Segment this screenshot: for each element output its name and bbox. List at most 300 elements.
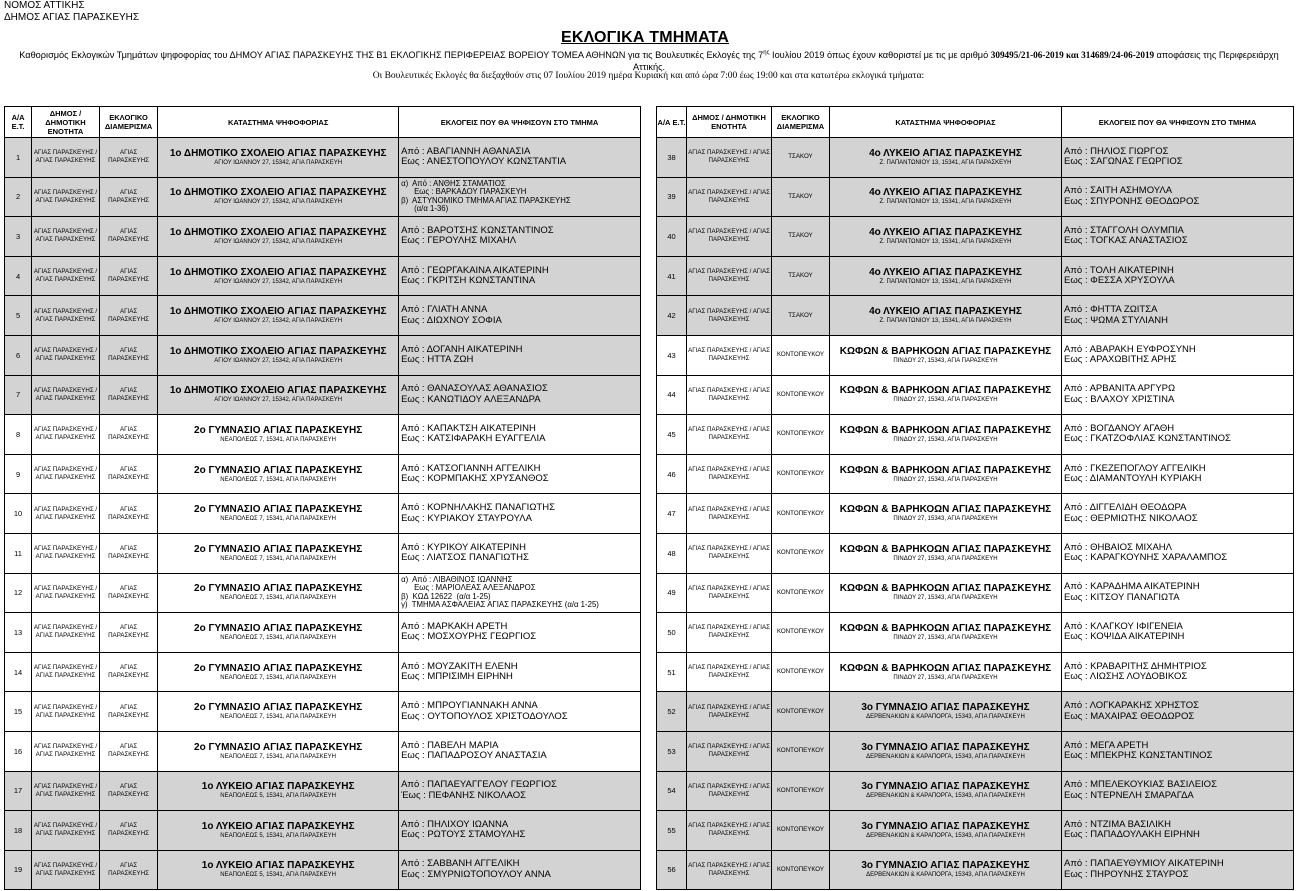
voters-range-line: β) ΚΩΔ 12622 (α/α 1-25) [401, 591, 491, 601]
voters-range-line: Εως : ΑΡΑΧΩΒΙΤΗΣ ΑΡΗΣ [1064, 354, 1177, 366]
municipality-cell: ΑΓΙΑΣ ΠΑΡΑΣΚΕΥΗΣ / ΑΓΙΑΣ ΠΑΡΑΣΚΕΥΗΣ [687, 335, 772, 375]
district-cell: ΤΣΑΚΟΥ [772, 217, 830, 257]
polling-station-cell [158, 573, 399, 613]
voters-range-cell [1062, 454, 1294, 494]
voters-range-cell [1062, 771, 1294, 811]
voters-range-line: Από : ΛΟΓΚΑΡΑΚΗΣ ΧΡΗΣΤΟΣ [1064, 700, 1199, 712]
polling-station-cell [158, 217, 399, 257]
decision-numbers: 309495/21-06-2019 και 314689/24-06-2019 [990, 50, 1157, 61]
voters-range-cell [399, 335, 641, 375]
polling-station-cell [158, 533, 399, 573]
table-row [5, 692, 641, 732]
polling-station-cell [158, 415, 399, 455]
municipality-cell: ΑΓΙΑΣ ΠΑΡΑΣΚΕΥΗΣ / ΑΓΙΑΣ ΠΑΡΑΣΚΕΥΗΣ [32, 494, 100, 534]
municipality-cell: ΑΓΙΑΣ ΠΑΡΑΣΚΕΥΗΣ / ΑΓΙΑΣ ΠΑΡΑΣΚΕΥΗΣ [32, 415, 100, 455]
table-header-row [657, 107, 1294, 138]
table-row [5, 494, 641, 534]
polling-station-cell [830, 850, 1062, 890]
voters-range-line: Από : ΓΛΙΑΤΗ ΑΝΝΑ [401, 304, 488, 316]
voters-range-cell [1062, 613, 1294, 653]
polling-station-name: 3ο ΓΥΜΝΑΣΙΟ ΑΓΙΑΣ ΠΑΡΑΣΚΕΥΗΣ [861, 860, 1030, 872]
table-row [657, 850, 1294, 890]
voters-range-cell [399, 811, 641, 851]
polling-station-cell [830, 652, 1062, 692]
table-row [5, 335, 641, 375]
decision-text-b: Ιουλίου 2019 όπως έχουν καθοριστεί με τις με αριθμό [769, 50, 991, 61]
table-row [657, 217, 1294, 257]
polling-station-cell [158, 296, 399, 336]
election-date-note: Οι Βουλευτικές Εκλογές θα διεξαχθούν στις 07 Ιουλίου 2019 ημέρα Κυριακή και από ώρα 7:00 έως 19:00 και στα κατωτέρω εκλογικά τμήματα: [372, 71, 925, 81]
section-number: 44 [657, 375, 687, 415]
decision-text-d: αποφάσεις της Περιφερειάρχη Αττικής. [632, 50, 1279, 73]
voters-range-line: Εως : ΣΠΥΡΟΝΗΣ ΘΕΟΔΩΡΟΣ [1064, 195, 1200, 207]
polling-station-cell [158, 375, 399, 415]
voters-range-line: Εως : ΓΚΡΙΤΣΗ ΚΩΝΣΤΑΝΤΙΝΑ [401, 275, 536, 287]
voters-range-line: Εως : ΚΟΨΙΔΑ ΑΙΚΑΤΕΡΙΝΗ [1064, 631, 1185, 643]
voters-range-line: Από : ΠΗΛΙΧΟΥ ΙΩΑΝΝΑ [401, 818, 509, 830]
section-number: 5 [5, 296, 32, 336]
polling-station-cell [158, 731, 399, 771]
table-row [5, 256, 641, 296]
municipality-cell: ΑΓΙΑΣ ΠΑΡΑΣΚΕΥΗΣ / ΑΓΙΑΣ ΠΑΡΑΣΚΕΥΗΣ [687, 177, 772, 217]
municipality-cell: ΑΓΙΑΣ ΠΑΡΑΣΚΕΥΗΣ / ΑΓΙΑΣ ΠΑΡΑΣΚΕΥΗΣ [32, 375, 100, 415]
col-header-num: Α/Α Ε.Τ. [5, 107, 32, 138]
polling-station-cell [158, 652, 399, 692]
voters-range-line: Εως : ΒΛΑΧΟΥ ΧΡΙΣΤΙΝΑ [1064, 393, 1175, 405]
polling-station-name: 2ο ΓΥΜΝΑΣΙΟ ΑΓΙΑΣ ΠΑΡΑΣΚΕΥΗΣ [194, 464, 363, 476]
polling-station-cell [830, 771, 1062, 811]
municipality-cell: ΑΓΙΑΣ ΠΑΡΑΣΚΕΥΗΣ / ΑΓΙΑΣ ΠΑΡΑΣΚΕΥΗΣ [687, 613, 772, 653]
district-cell: ΑΓΙΑΣ ΠΑΡΑΣΚΕΥΗΣ [99, 256, 157, 296]
section-number: 12 [5, 573, 32, 613]
polling-station-address: ΝΕΑΠΟΛΕΩΣ 7, 15341, ΑΓΙΑ ΠΑΡΑΣΚΕΥΗ [220, 595, 337, 602]
municipality-cell: ΑΓΙΑΣ ΠΑΡΑΣΚΕΥΗΣ / ΑΓΙΑΣ ΠΑΡΑΣΚΕΥΗΣ [32, 811, 100, 851]
polling-station-cell [830, 731, 1062, 771]
polling-station-address: Ζ. ΠΑΠΑΝΤΩΝΙΟΥ 13, 15341, ΑΓΙΑ ΠΑΡΑΣΚΕΥΗ [879, 238, 1012, 245]
polling-station-cell [158, 177, 399, 217]
district-cell: ΚΟΝΤΟΠΕΥΚΟΥ [772, 375, 830, 415]
voters-range-line: Από : ΘΑΝΑΣΟΥΛΑΣ ΑΘΑΝΑΣΙΟΣ [401, 383, 548, 395]
voters-range-cell [399, 375, 641, 415]
district-cell: ΚΟΝΤΟΠΕΥΚΟΥ [772, 573, 830, 613]
section-number: 3 [5, 217, 32, 257]
voters-range-line: Εως : ΚΑΡΑΓΚΟΥΝΗΣ ΧΑΡΑΛΑΜΠΟΣ [1064, 552, 1228, 564]
voters-range-line: Από : ΓΚΕΖΕΠΟΓΛΟΥ ΑΓΓΕΛΙΚΗ [1064, 462, 1206, 474]
decision-text-a: Καθορισμός Εκλογικών Τμημάτων ψηφοφορίας του ΔΗΜΟΥ ΑΓΙΑΣ ΠΑΡΑΣΚΕΥΗΣ ΤΗΣ Β1 ΕΚΛΟΓΙΚΗΣ ΠΕΡΙΦΕΡΕΙΑΣ ΒΟΡΕΙΟΥ ΤΟΜΕΑ ΑΘΗΝΩΝ για τις Βουλευτικές Εκλογές της 7 [19, 50, 764, 61]
municipality-cell: ΑΓΙΑΣ ΠΑΡΑΣΚΕΥΗΣ / ΑΓΙΑΣ ΠΑΡΑΣΚΕΥΗΣ [32, 613, 100, 653]
polling-station-cell [158, 692, 399, 732]
voters-range-line: Από : ΜΑΡΚΑΚΗ ΑΡΕΤΗ [401, 620, 508, 632]
section-number: 42 [657, 296, 687, 336]
polling-station-name: 2ο ΓΥΜΝΑΣΙΟ ΑΓΙΑΣ ΠΑΡΑΣΚΕΥΗΣ [194, 543, 363, 555]
voters-range-line: γ) ΤΜΗΜΑ ΑΣΦΑΛΕΙΑΣ ΑΓΙΑΣ ΠΑΡΑΣΚΕΥΗΣ (α/α 1-25) [401, 600, 599, 610]
polling-station-address: ΑΓΙΟΥ ΙΩΑΝΝΟΥ 27, 15342, ΑΓΙΑ ΠΑΡΑΣΚΕΥΗ [214, 159, 343, 166]
voters-range-cell [1062, 494, 1294, 534]
table-row [657, 811, 1294, 851]
table-row [5, 613, 641, 653]
voters-range-cell [399, 613, 641, 653]
polling-station-cell [830, 256, 1062, 296]
voters-range-line: Εως : ΚΥΡΙΑΚΟΥ ΣΤΑΥΡΟΥΛΑ [401, 512, 532, 524]
district-cell: ΑΓΙΑΣ ΠΑΡΑΣΚΕΥΗΣ [99, 454, 157, 494]
district-cell: ΚΟΝΤΟΠΕΥΚΟΥ [772, 771, 830, 811]
table-row [657, 731, 1294, 771]
municipality-cell: ΑΓΙΑΣ ΠΑΡΑΣΚΕΥΗΣ / ΑΓΙΑΣ ΠΑΡΑΣΚΕΥΗΣ [687, 138, 772, 178]
voters-range-line: Εως : ΔΙΑΜΑΝΤΟΥΛΗ ΚΥΡΙΑΚΗ [1064, 473, 1202, 485]
district-cell: ΑΓΙΑΣ ΠΑΡΑΣΚΕΥΗΣ [99, 177, 157, 217]
col-header-div: ΕΚΛΟΓΙΚΟ ΔΙΑΜΕΡΙΣΜΑ [772, 107, 830, 138]
table-row [5, 850, 641, 890]
polling-station-address: Ζ. ΠΑΠΑΝΤΩΝΙΟΥ 13, 15341, ΑΓΙΑ ΠΑΡΑΣΚΕΥΗ [879, 199, 1012, 206]
voters-range-cell [399, 771, 641, 811]
district-cell: ΑΓΙΑΣ ΠΑΡΑΣΚΕΥΗΣ [99, 613, 157, 653]
voters-range-line: Από : ΑΒΑΡΑΚΗ ΕΥΦΡΟΣΥΝΗ [1064, 343, 1196, 355]
polling-station-address: ΑΓΙΟΥ ΙΩΑΝΝΟΥ 27, 15342, ΑΓΙΑ ΠΑΡΑΣΚΕΥΗ [214, 357, 343, 364]
polling-station-address: ΠΙΝΔΟΥ 27, 15343, ΑΓΙΑ ΠΑΡΑΣΚΕΥΗ [893, 397, 998, 404]
table-row [657, 335, 1294, 375]
municipality-label: ΔΗΜΟΣ ΑΓΙΑΣ ΠΑΡΑΣΚΕΥΗΣ [4, 12, 140, 23]
municipality-cell: ΑΓΙΑΣ ΠΑΡΑΣΚΕΥΗΣ / ΑΓΙΑΣ ΠΑΡΑΣΚΕΥΗΣ [32, 256, 100, 296]
voters-range-cell [399, 850, 641, 890]
voters-range-line: Από : ΑΒΑΓΙΑΝΝΗ ΑΘΑΝΑΣΙΑ [401, 145, 531, 157]
voters-range-cell [1062, 811, 1294, 851]
district-cell: ΚΟΝΤΟΠΕΥΚΟΥ [772, 613, 830, 653]
voters-range-line: Από : ΠΑΠΑΕΥΘΥΜΙΟΥ ΑΙΚΑΤΕΡΙΝΗ [1064, 858, 1224, 870]
voters-range-cell [1062, 335, 1294, 375]
polling-station-cell [830, 811, 1062, 851]
voters-range-line: α) Από : ΑΝΘΗΣ ΣΤΑΜΑΤΙΟΣ [401, 178, 506, 188]
district-cell: ΑΓΙΑΣ ΠΑΡΑΣΚΕΥΗΣ [99, 771, 157, 811]
section-number: 49 [657, 573, 687, 613]
section-number: 52 [657, 692, 687, 732]
polling-station-name: 2ο ΓΥΜΝΑΣΙΟ ΑΓΙΑΣ ΠΑΡΑΣΚΕΥΗΣ [194, 702, 363, 714]
voters-range-line: Από : ΚΑΡΑΔΗΜΑ ΑΙΚΑΤΕΡΙΝΗ [1064, 581, 1200, 593]
polling-station-address: ΠΙΝΔΟΥ 27, 15343, ΑΓΙΑ ΠΑΡΑΣΚΕΥΗ [893, 357, 998, 364]
section-number: 56 [657, 850, 687, 890]
voters-range-line: Από : ΔΟΓΑΝΗ ΑΙΚΑΤΕΡΙΝΗ [401, 343, 523, 355]
voters-range-line: Εως : ΑΝΕΣΤΟΠΟΥΛΟΥ ΚΩΝΣΤΑΝΤΙΑ [401, 156, 567, 168]
section-number: 18 [5, 811, 32, 851]
voters-range-line: Από : ΚΥΡΙΚΟΥ ΑΙΚΑΤΕΡΙΝΗ [401, 541, 527, 553]
voters-range-cell [1062, 573, 1294, 613]
district-cell: ΚΟΝΤΟΠΕΥΚΟΥ [772, 533, 830, 573]
voters-range-line: Έως : ΠΕΦΑΝΗΣ ΝΙΚΟΛΑΟΣ [401, 789, 527, 801]
district-cell: ΑΓΙΑΣ ΠΑΡΑΣΚΕΥΗΣ [99, 533, 157, 573]
polling-station-address: ΑΓΙΟΥ ΙΩΑΝΝΟΥ 27, 15342, ΑΓΙΑ ΠΑΡΑΣΚΕΥΗ [214, 318, 343, 325]
polling-station-name: 1ο ΛΥΚΕΙΟ ΑΓΙΑΣ ΠΑΡΑΣΚΕΥΗΣ [201, 820, 355, 832]
section-number: 15 [5, 692, 32, 732]
voters-range-cell [399, 454, 641, 494]
polling-station-cell [158, 613, 399, 653]
polling-station-name: 1ο ΔΗΜΟΤΙΚΟ ΣΧΟΛΕΙΟ ΑΓΙΑΣ ΠΑΡΑΣΚΕΥΗΣ [169, 147, 387, 159]
polling-station-name: 3ο ΓΥΜΝΑΣΙΟ ΑΓΙΑΣ ΠΑΡΑΣΚΕΥΗΣ [861, 781, 1030, 793]
section-number: 19 [5, 850, 32, 890]
voters-range-line: α) Από : ΛΙΒΑΘΙΝΟΣ ΙΩΑΝΝΗΣ [401, 574, 513, 584]
polling-station-address: ΠΙΝΔΟΥ 27, 15343, ΑΓΙΑ ΠΑΡΑΣΚΕΥΗ [893, 674, 998, 681]
section-number: 53 [657, 731, 687, 771]
polling-station-address: ΠΙΝΔΟΥ 27, 15343, ΑΓΙΑ ΠΑΡΑΣΚΕΥΗ [893, 436, 998, 443]
district-cell: ΤΣΑΚΟΥ [772, 296, 830, 336]
polling-station-name: 1ο ΔΗΜΟΤΙΚΟ ΣΧΟΛΕΙΟ ΑΓΙΑΣ ΠΑΡΑΣΚΕΥΗΣ [169, 266, 387, 278]
polling-station-name: 1ο ΛΥΚΕΙΟ ΑΓΙΑΣ ΠΑΡΑΣΚΕΥΗΣ [201, 781, 355, 793]
municipality-cell: ΑΓΙΑΣ ΠΑΡΑΣΚΕΥΗΣ / ΑΓΙΑΣ ΠΑΡΑΣΚΕΥΗΣ [32, 731, 100, 771]
right-table [656, 106, 1294, 890]
voters-range-cell [399, 573, 641, 613]
col-header-muni: ΔΗΜΟΣ / ΔΗΜΟΤΙΚΗ ΕΝΟΤΗΤΑ [32, 107, 100, 138]
voters-range-line: Εως : ΛΙΑΤΣΟΣ ΠΑΝΑΓΙΩΤΗΣ [401, 552, 529, 564]
polling-station-name: 2ο ΓΥΜΝΑΣΙΟ ΑΓΙΑΣ ΠΑΡΑΣΚΕΥΗΣ [194, 583, 363, 595]
section-number: 45 [657, 415, 687, 455]
polling-station-address: ΝΕΑΠΟΛΕΩΣ 7, 15341, ΑΓΙΑ ΠΑΡΑΣΚΕΥΗ [220, 555, 337, 562]
polling-station-address: ΔΕΡΒΕΝΑΚΙΩΝ & ΚΑΡΑΠΟΡΓΑ, 15343, ΑΓΙΑ ΠΑΡΑΣΚΕΥΗ [866, 753, 1025, 760]
section-number: 40 [657, 217, 687, 257]
voters-range-line: Από : ΠΑΒΕΛΗ ΜΑΡΙΑ [401, 739, 499, 751]
polling-station-name: 4ο ΛΥΚΕΙΟ ΑΓΙΑΣ ΠΑΡΑΣΚΕΥΗΣ [869, 266, 1022, 278]
table-row [657, 533, 1294, 573]
voters-range-line: Από : ΒΑΡΟΤΣΗΣ ΚΩΝΣΤΑΝΤΙΝΟΣ [401, 224, 554, 236]
voters-range-line: Εως : ΦΕΣΣΑ ΧΡΥΣΟΥΛΑ [1064, 275, 1175, 287]
decision-description [4, 47, 1294, 73]
table-row [5, 296, 641, 336]
voters-range-cell [1062, 375, 1294, 415]
polling-station-name: ΚΩΦΩΝ & ΒΑΡΗΚΟΩΝ ΑΓΙΑΣ ΠΑΡΑΣΚΕΥΗΣ [839, 622, 1052, 634]
voters-range-line: Από : ΝΤΖΙΜΑ ΒΑΣΙΛΙΚΗ [1064, 818, 1171, 830]
polling-station-name: ΚΩΦΩΝ & ΒΑΡΗΚΟΩΝ ΑΓΙΑΣ ΠΑΡΑΣΚΕΥΗΣ [839, 345, 1052, 357]
municipality-cell: ΑΓΙΑΣ ΠΑΡΑΣΚΕΥΗΣ / ΑΓΙΑΣ ΠΑΡΑΣΚΕΥΗΣ [687, 375, 772, 415]
col-header-store: ΚΑΤΑΣΤΗΜΑ ΨΗΦΟΦΟΡΙΑΣ [830, 107, 1062, 138]
voters-range-line: Εως : ΡΩΤΟΥΣ ΣΤΑΜΟΥΛΗΣ [401, 829, 526, 841]
col-header-elections: ΕΚΛΟΓΕΙΣ ΠΟΥ ΘΑ ΨΗΦΙΣΟΥΝ ΣΤΟ ΤΜΗΜΑ [1062, 107, 1294, 138]
polling-station-cell [830, 138, 1062, 178]
table-row [5, 177, 641, 217]
polling-station-address: ΠΙΝΔΟΥ 27, 15343, ΑΓΙΑ ΠΑΡΑΣΚΕΥΗ [893, 595, 998, 602]
polling-station-cell [158, 811, 399, 851]
section-number: 4 [5, 256, 32, 296]
district-cell: ΑΓΙΑΣ ΠΑΡΑΣΚΕΥΗΣ [99, 375, 157, 415]
polling-station-cell [830, 692, 1062, 732]
district-cell: ΚΟΝΤΟΠΕΥΚΟΥ [772, 652, 830, 692]
voters-range-line: Εως : ΚΙΤΣΟΥ ΠΑΝΑΓΙΩΤΑ [1064, 591, 1180, 603]
table-row [5, 454, 641, 494]
polling-station-cell [830, 613, 1062, 653]
voters-range-cell [399, 494, 641, 534]
polling-station-name: 4ο ΛΥΚΕΙΟ ΑΓΙΑΣ ΠΑΡΑΣΚΕΥΗΣ [869, 306, 1022, 318]
municipality-cell: ΑΓΙΑΣ ΠΑΡΑΣΚΕΥΗΣ / ΑΓΙΑΣ ΠΑΡΑΣΚΕΥΗΣ [687, 731, 772, 771]
polling-station-address: ΑΓΙΟΥ ΙΩΑΝΝΟΥ 27, 15342, ΑΓΙΑ ΠΑΡΑΣΚΕΥΗ [214, 238, 343, 245]
polling-station-cell [158, 494, 399, 534]
voters-range-cell [399, 256, 641, 296]
polling-station-name: 4ο ΛΥΚΕΙΟ ΑΓΙΑΣ ΠΑΡΑΣΚΕΥΗΣ [869, 187, 1022, 199]
section-number: 7 [5, 375, 32, 415]
voters-range-cell [1062, 177, 1294, 217]
voters-range-line: Εως : ΛΙΩΣΗΣ ΛΟΥΔΟΒΙΚΟΣ [1064, 671, 1188, 683]
polling-station-name: 2ο ΓΥΜΝΑΣΙΟ ΑΓΙΑΣ ΠΑΡΑΣΚΕΥΗΣ [194, 622, 363, 634]
polling-station-address: ΑΓΙΟΥ ΙΩΑΝΝΟΥ 27, 15342, ΑΓΙΑ ΠΑΡΑΣΚΕΥΗ [214, 278, 343, 285]
municipality-cell: ΑΓΙΑΣ ΠΑΡΑΣΚΕΥΗΣ / ΑΓΙΑΣ ΠΑΡΑΣΚΕΥΗΣ [32, 771, 100, 811]
district-cell: ΑΓΙΑΣ ΠΑΡΑΣΚΕΥΗΣ [99, 335, 157, 375]
polling-station-address: ΝΕΑΠΟΛΕΩΣ 7, 15341, ΑΓΙΑ ΠΑΡΑΣΚΕΥΗ [220, 436, 337, 443]
table-row [657, 692, 1294, 732]
district-cell: ΚΟΝΤΟΠΕΥΚΟΥ [772, 850, 830, 890]
district-cell: ΚΟΝΤΟΠΕΥΚΟΥ [772, 731, 830, 771]
municipality-cell: ΑΓΙΑΣ ΠΑΡΑΣΚΕΥΗΣ / ΑΓΙΑΣ ΠΑΡΑΣΚΕΥΗΣ [32, 454, 100, 494]
polling-station-name: ΚΩΦΩΝ & ΒΑΡΗΚΟΩΝ ΑΓΙΑΣ ΠΑΡΑΣΚΕΥΗΣ [839, 464, 1052, 476]
voters-range-line: Εως : ΜΑΧΑΙΡΑΣ ΘΕΟΔΩΡΟΣ [1064, 710, 1195, 722]
voters-range-cell [399, 296, 641, 336]
municipality-cell: ΑΓΙΑΣ ΠΑΡΑΣΚΕΥΗΣ / ΑΓΙΑΣ ΠΑΡΑΣΚΕΥΗΣ [32, 533, 100, 573]
voters-range-line: Εως : ΚΟΡΜΠΑΚΗΣ ΧΡΥΣΑΝΘΟΣ [401, 473, 549, 485]
polling-station-address: ΝΕΑΠΟΛΕΩΣ 7, 15341, ΑΓΙΑ ΠΑΡΑΣΚΕΥΗ [220, 516, 337, 523]
voters-range-cell [399, 652, 641, 692]
municipality-cell: ΑΓΙΑΣ ΠΑΡΑΣΚΕΥΗΣ / ΑΓΙΑΣ ΠΑΡΑΣΚΕΥΗΣ [687, 652, 772, 692]
municipality-cell: ΑΓΙΑΣ ΠΑΡΑΣΚΕΥΗΣ / ΑΓΙΑΣ ΠΑΡΑΣΚΕΥΗΣ [32, 177, 100, 217]
municipality-cell: ΑΓΙΑΣ ΠΑΡΑΣΚΕΥΗΣ / ΑΓΙΑΣ ΠΑΡΑΣΚΕΥΗΣ [687, 256, 772, 296]
section-number: 55 [657, 811, 687, 851]
voters-range-line: Εως : ΝΤΕΡΝΕΛΗ ΣΜΑΡΑΓΔΑ [1064, 789, 1194, 801]
voters-range-line: Από : ΓΕΩΡΓΑΚΑΙΝΑ ΑΙΚΑΤΕΡΙΝΗ [401, 264, 549, 276]
municipality-cell: ΑΓΙΑΣ ΠΑΡΑΣΚΕΥΗΣ / ΑΓΙΑΣ ΠΑΡΑΣΚΕΥΗΣ [32, 335, 100, 375]
section-number: 6 [5, 335, 32, 375]
section-number: 9 [5, 454, 32, 494]
header-left [4, 0, 139, 24]
municipality-cell: ΑΓΙΑΣ ΠΑΡΑΣΚΕΥΗΣ / ΑΓΙΑΣ ΠΑΡΑΣΚΕΥΗΣ [687, 771, 772, 811]
polling-station-address: ΑΓΙΟΥ ΙΩΑΝΝΟΥ 27, 15342, ΑΓΙΑ ΠΑΡΑΣΚΕΥΗ [214, 199, 343, 206]
table-row [5, 375, 641, 415]
polling-station-address: ΠΙΝΔΟΥ 27, 15343, ΑΓΙΑ ΠΑΡΑΣΚΕΥΗ [893, 476, 998, 483]
polling-station-name: 1ο ΛΥΚΕΙΟ ΑΓΙΑΣ ΠΑΡΑΣΚΕΥΗΣ [201, 860, 355, 872]
polling-station-name: 1ο ΔΗΜΟΤΙΚΟ ΣΧΟΛΕΙΟ ΑΓΙΑΣ ΠΑΡΑΣΚΕΥΗΣ [169, 226, 387, 238]
municipality-cell: ΑΓΙΑΣ ΠΑΡΑΣΚΕΥΗΣ / ΑΓΙΑΣ ΠΑΡΑΣΚΕΥΗΣ [32, 850, 100, 890]
polling-station-cell [830, 533, 1062, 573]
polling-station-cell [158, 138, 399, 178]
voters-range-line: Εως : ΓΕΡΟΥΛΗΣ ΜΙΧΑΗΛ [401, 235, 517, 247]
district-cell: ΚΟΝΤΟΠΕΥΚΟΥ [772, 415, 830, 455]
polling-station-address: ΝΕΑΠΟΛΕΩΣ 7, 15341, ΑΓΙΑ ΠΑΡΑΣΚΕΥΗ [220, 476, 337, 483]
polling-station-address: ΝΕΑΠΟΛΕΩΣ 7, 15341, ΑΓΙΑ ΠΑΡΑΣΚΕΥΗ [220, 634, 337, 641]
polling-station-address: Ζ. ΠΑΠΑΝΤΩΝΙΟΥ 13, 15341, ΑΓΙΑ ΠΑΡΑΣΚΕΥΗ [879, 278, 1012, 285]
table-row [657, 256, 1294, 296]
municipality-cell: ΑΓΙΑΣ ΠΑΡΑΣΚΕΥΗΣ / ΑΓΙΑΣ ΠΑΡΑΣΚΕΥΗΣ [32, 652, 100, 692]
polling-station-cell [830, 177, 1062, 217]
voters-range-line: Εως : ΘΕΡΜΙΩΤΗΣ ΝΙΚΟΛΑΟΣ [1064, 512, 1198, 524]
polling-station-address: ΔΕΡΒΕΝΑΚΙΩΝ & ΚΑΡΑΠΟΡΓΑ, 15343, ΑΓΙΑ ΠΑΡΑΣΚΕΥΗ [866, 872, 1025, 879]
district-cell: ΑΓΙΑΣ ΠΑΡΑΣΚΕΥΗΣ [99, 731, 157, 771]
prefecture-label: ΝΟΜΟΣ ΑΤΤΙΚΗΣ [4, 0, 85, 11]
voters-range-cell [1062, 296, 1294, 336]
municipality-cell: ΑΓΙΑΣ ΠΑΡΑΣΚΕΥΗΣ / ΑΓΙΑΣ ΠΑΡΑΣΚΕΥΗΣ [687, 296, 772, 336]
polling-station-address: ΝΕΑΠΟΛΕΩΣ 5, 15341, ΑΓΙΑ ΠΑΡΑΣΚΕΥΗ [220, 793, 337, 800]
voters-range-line: Από : ΚΛΑΓΚΟΥ ΙΦΙΓΕΝΕΙΑ [1064, 620, 1183, 632]
section-number: 2 [5, 177, 32, 217]
section-number: 50 [657, 613, 687, 653]
table-row [5, 138, 641, 178]
municipality-cell: ΑΓΙΑΣ ΠΑΡΑΣΚΕΥΗΣ / ΑΓΙΑΣ ΠΑΡΑΣΚΕΥΗΣ [32, 138, 100, 178]
polling-station-name: ΚΩΦΩΝ & ΒΑΡΗΚΟΩΝ ΑΓΙΑΣ ΠΑΡΑΣΚΕΥΗΣ [839, 662, 1052, 674]
section-number: 13 [5, 613, 32, 653]
municipality-cell: ΑΓΙΑΣ ΠΑΡΑΣΚΕΥΗΣ / ΑΓΙΑΣ ΠΑΡΑΣΚΕΥΗΣ [687, 415, 772, 455]
voters-range-line: Από : ΜΠΡΟΥΓΙΑΝΝΑΚΗ ΑΝΝΑ [401, 700, 538, 712]
decision-text-sup: ης [763, 50, 770, 56]
polling-station-address: Ζ. ΠΑΠΑΝΤΩΝΙΟΥ 13, 15341, ΑΓΙΑ ΠΑΡΑΣΚΕΥΗ [879, 159, 1012, 166]
district-cell: ΑΓΙΑΣ ΠΑΡΑΣΚΕΥΗΣ [99, 296, 157, 336]
polling-station-address: ΝΕΑΠΟΛΕΩΣ 5, 15341, ΑΓΙΑ ΠΑΡΑΣΚΕΥΗ [220, 832, 337, 839]
voters-range-line: Από : ΒΟΓΔΑΝΟΥ ΑΓΑΘΗ [1064, 422, 1175, 434]
polling-station-name: 1ο ΔΗΜΟΤΙΚΟ ΣΧΟΛΕΙΟ ΑΓΙΑΣ ΠΑΡΑΣΚΕΥΗΣ [169, 187, 387, 199]
voters-range-line: Εως : ΣΑΓΩΝΑΣ ΓΕΩΡΓΙΟΣ [1064, 156, 1183, 168]
voters-range-cell [1062, 138, 1294, 178]
section-number: 8 [5, 415, 32, 455]
voters-range-cell [399, 415, 641, 455]
polling-station-address: ΠΙΝΔΟΥ 27, 15343, ΑΓΙΑ ΠΑΡΑΣΚΕΥΗ [893, 516, 998, 523]
polling-station-name: 2ο ΓΥΜΝΑΣΙΟ ΑΓΙΑΣ ΠΑΡΑΣΚΕΥΗΣ [194, 504, 363, 516]
polling-station-name: 2ο ΓΥΜΝΑΣΙΟ ΑΓΙΑΣ ΠΑΡΑΣΚΕΥΗΣ [194, 662, 363, 674]
polling-station-name: ΚΩΦΩΝ & ΒΑΡΗΚΟΩΝ ΑΓΙΑΣ ΠΑΡΑΣΚΕΥΗΣ [839, 424, 1052, 436]
voters-range-line: Από : ΔΙΓΓΕΛΙΔΗ ΘΕΟΔΩΡΑ [1064, 502, 1187, 514]
polling-station-name: ΚΩΦΩΝ & ΒΑΡΗΚΟΩΝ ΑΓΙΑΣ ΠΑΡΑΣΚΕΥΗΣ [839, 543, 1052, 555]
table-row [657, 415, 1294, 455]
voters-range-line: Από : ΜΠΕΛΕΚΟΥΚΙΑΣ ΒΑΣΙΛΕΙΟΣ [1064, 779, 1217, 791]
voters-range-line: Εως : ΜΠΕΚΡΗΣ ΚΩΝΣΤΑΝΤΙΝΟΣ [1064, 750, 1213, 762]
voters-range-line: Από : ΜΟΥΖΑΚΙΤΗ ΕΛΕΝΗ [401, 660, 518, 672]
polling-station-cell [830, 217, 1062, 257]
section-number: 47 [657, 494, 687, 534]
table-row [657, 613, 1294, 653]
voters-range-line: Εως : ΗΤΤΑ ΖΩΗ [401, 354, 474, 366]
page-title: ΕΚΛΟΓΙΚΑ ΤΜΗΜΑΤΑ [560, 29, 730, 46]
municipality-cell: ΑΓΙΑΣ ΠΑΡΑΣΚΕΥΗΣ / ΑΓΙΑΣ ΠΑΡΑΣΚΕΥΗΣ [32, 217, 100, 257]
polling-station-address: ΝΕΑΠΟΛΕΩΣ 5, 15341, ΑΓΙΑ ΠΑΡΑΣΚΕΥΗ [220, 872, 337, 879]
polling-station-address: ΠΙΝΔΟΥ 27, 15343, ΑΓΙΑ ΠΑΡΑΣΚΕΥΗ [893, 555, 998, 562]
col-header-elections: ΕΚΛΟΓΕΙΣ ΠΟΥ ΘΑ ΨΗΦΙΣΟΥΝ ΣΤΟ ΤΜΗΜΑ [399, 107, 641, 138]
district-cell: ΤΣΑΚΟΥ [772, 177, 830, 217]
polling-station-address: Ζ. ΠΑΠΑΝΤΩΝΙΟΥ 13, 15341, ΑΓΙΑ ΠΑΡΑΣΚΕΥΗ [879, 318, 1012, 325]
voters-range-line: Εως : ΜΠΡΙΣΙΜΗ ΕΙΡΗΝΗ [401, 671, 513, 683]
municipality-cell: ΑΓΙΑΣ ΠΑΡΑΣΚΕΥΗΣ / ΑΓΙΑΣ ΠΑΡΑΣΚΕΥΗΣ [687, 217, 772, 257]
table-row [657, 296, 1294, 336]
voters-range-cell [1062, 256, 1294, 296]
table-row [657, 494, 1294, 534]
table-row [657, 454, 1294, 494]
voters-range-line: Εως : ΤΟΓΚΑΣ ΑΝΑΣΤΑΣΙΟΣ [1064, 235, 1188, 247]
section-number: 48 [657, 533, 687, 573]
district-cell: ΚΟΝΤΟΠΕΥΚΟΥ [772, 494, 830, 534]
voters-range-line: Εως : ΚΑΝΩΤΙΔΟΥ ΑΛΕΞΑΝΔΡΑ [401, 393, 541, 405]
polling-station-cell [830, 296, 1062, 336]
voters-range-line: Από : ΣΤΑΓΓΟΛΗ ΟΛΥΜΠΙΑ [1064, 224, 1184, 236]
polling-station-name: ΚΩΦΩΝ & ΒΑΡΗΚΟΩΝ ΑΓΙΑΣ ΠΑΡΑΣΚΕΥΗΣ [839, 504, 1052, 516]
table-row [657, 138, 1294, 178]
voters-range-line: Εως : ΓΚΑΤΖΟΦΛΙΑΣ ΚΩΝΣΤΑΝΤΙΝΟΣ [1064, 433, 1231, 445]
municipality-cell: ΑΓΙΑΣ ΠΑΡΑΣΚΕΥΗΣ / ΑΓΙΑΣ ΠΑΡΑΣΚΕΥΗΣ [687, 850, 772, 890]
district-cell: ΤΣΑΚΟΥ [772, 138, 830, 178]
municipality-cell: ΑΓΙΑΣ ΠΑΡΑΣΚΕΥΗΣ / ΑΓΙΑΣ ΠΑΡΑΣΚΕΥΗΣ [687, 533, 772, 573]
table-row [657, 375, 1294, 415]
section-number: 46 [657, 454, 687, 494]
municipality-cell: ΑΓΙΑΣ ΠΑΡΑΣΚΕΥΗΣ / ΑΓΙΑΣ ΠΑΡΑΣΚΕΥΗΣ [687, 811, 772, 851]
polling-station-name: 4ο ΛΥΚΕΙΟ ΑΓΙΑΣ ΠΑΡΑΣΚΕΥΗΣ [869, 226, 1022, 238]
district-cell: ΑΓΙΑΣ ΠΑΡΑΣΚΕΥΗΣ [99, 692, 157, 732]
district-cell: ΑΓΙΑΣ ΠΑΡΑΣΚΕΥΗΣ [99, 138, 157, 178]
voters-range-line: Εως : ΜΟΣΧΟΥΡΗΣ ΓΕΩΡΓΙΟΣ [401, 631, 537, 643]
voters-range-line: Εως : ΠΑΠΑΔΟΥΛΑΚΗ ΕΙΡΗΝΗ [1064, 829, 1200, 841]
polling-station-address: ΔΕΡΒΕΝΑΚΙΩΝ & ΚΑΡΑΠΟΡΓΑ, 15343, ΑΓΙΑ ΠΑΡΑΣΚΕΥΗ [866, 832, 1025, 839]
polling-station-name: 2ο ΓΥΜΝΑΣΙΟ ΑΓΙΑΣ ΠΑΡΑΣΚΕΥΗΣ [194, 741, 363, 753]
table-row [657, 573, 1294, 613]
voters-range-line: Από : ΚΑΠΑΚΤΣΗ ΑΙΚΑΤΕΡΙΝΗ [401, 422, 536, 434]
district-cell: ΚΟΝΤΟΠΕΥΚΟΥ [772, 454, 830, 494]
voters-range-cell [1062, 850, 1294, 890]
section-number: 41 [657, 256, 687, 296]
